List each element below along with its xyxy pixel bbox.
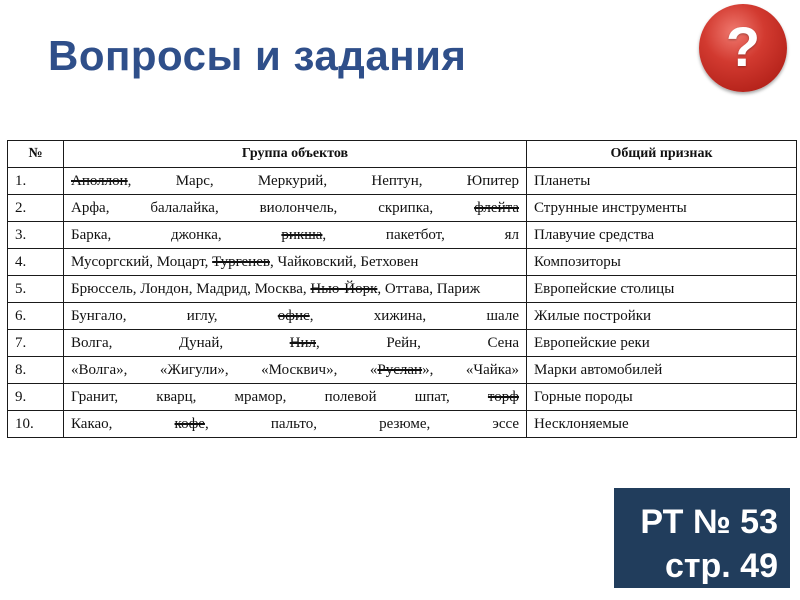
row-feature: Горные породы [527, 384, 797, 411]
row-number: 1. [8, 168, 64, 195]
row-number: 9. [8, 384, 64, 411]
object-text: , Оттава, Париж [377, 281, 481, 297]
odd-one-out: офис [277, 308, 310, 324]
row-feature: Европейские реки [527, 330, 797, 357]
object-text: Какао, [71, 416, 175, 432]
object-text: », «Чайка» [422, 362, 520, 378]
row-feature: Планеты [527, 168, 797, 195]
object-text: Мусоргский, Моцарт, [71, 254, 213, 270]
row-number: 4. [8, 249, 64, 276]
row-objects [64, 249, 527, 276]
object-text: , Марс, Меркурий, Нептун, Юпитер [127, 173, 519, 189]
table-row [8, 384, 797, 411]
reference-page: стр. 49 [664, 547, 778, 585]
odd-one-out: Нил [289, 335, 317, 351]
object-text: «Волга», «Жигули», «Москвич», « [71, 362, 378, 378]
row-feature: Марки автомобилей [527, 357, 797, 384]
reference-task: РТ № 53 [640, 503, 778, 541]
odd-one-out: Руслан [377, 362, 423, 378]
odd-one-out: Тургенев [212, 254, 270, 270]
row-objects [64, 168, 527, 195]
question-badge [699, 4, 787, 92]
row-objects [64, 276, 527, 303]
row-objects [64, 384, 527, 411]
row-number: 2. [8, 195, 64, 222]
row-objects [64, 357, 527, 384]
odd-one-out: флейта [474, 200, 519, 216]
table-body [8, 168, 797, 438]
object-text: , пакетбот, ял [322, 227, 520, 243]
row-number: 7. [8, 330, 64, 357]
object-text: Волга, Дунай, [71, 335, 290, 351]
row-feature: Европейские столицы [527, 276, 797, 303]
table-header-row [8, 141, 797, 168]
object-text: , хижина, шале [309, 308, 519, 324]
header-feature: Общий признак [527, 141, 797, 168]
row-feature: Композиторы [527, 249, 797, 276]
table-row [8, 222, 797, 249]
row-objects [64, 195, 527, 222]
table-row [8, 357, 797, 384]
row-number: 10. [8, 411, 64, 438]
odd-one-out: рикша [281, 227, 323, 243]
table-row [8, 168, 797, 195]
object-text: , пальто, резюме, эссе [204, 416, 519, 432]
object-text: , Чайковский, Бетховен [269, 254, 419, 270]
row-objects [64, 222, 527, 249]
odd-one-out: Нью-Йорк [310, 281, 378, 297]
table-row [8, 276, 797, 303]
row-number: 6. [8, 303, 64, 330]
header-number: № [8, 141, 64, 168]
table-row [8, 195, 797, 222]
row-feature: Плавучие средства [527, 222, 797, 249]
page-title: Вопросы и задания [48, 32, 467, 79]
row-feature: Несклоняемые [527, 411, 797, 438]
row-feature: Струнные инструменты [527, 195, 797, 222]
header-group: Группа объектов [64, 141, 527, 168]
object-text: , Рейн, Сена [316, 335, 520, 351]
objects-table [7, 140, 797, 438]
row-feature: Жилые постройки [527, 303, 797, 330]
row-objects [64, 303, 527, 330]
odd-one-out: Аполлон [71, 173, 128, 189]
table-row [8, 411, 797, 438]
object-text: Арфа, балалайка, виолончель, скрипка, [71, 200, 475, 216]
table-row [8, 303, 797, 330]
odd-one-out: торф [487, 389, 519, 405]
table-row [8, 249, 797, 276]
row-objects [64, 411, 527, 438]
table-row [8, 330, 797, 357]
row-number: 5. [8, 276, 64, 303]
object-text: Гранит, кварц, мрамор, полевой шпат, [71, 389, 488, 405]
row-objects [64, 330, 527, 357]
odd-one-out: кофе [174, 416, 205, 432]
object-text: Бунгало, иглу, [71, 308, 278, 324]
object-text: Брюссель, Лондон, Мадрид, Москва, [71, 281, 311, 297]
workbook-reference [614, 488, 790, 588]
row-number: 8. [8, 357, 64, 384]
row-number: 3. [8, 222, 64, 249]
question-icon: ? [725, 15, 761, 78]
object-text: Барка, джонка, [71, 227, 282, 243]
